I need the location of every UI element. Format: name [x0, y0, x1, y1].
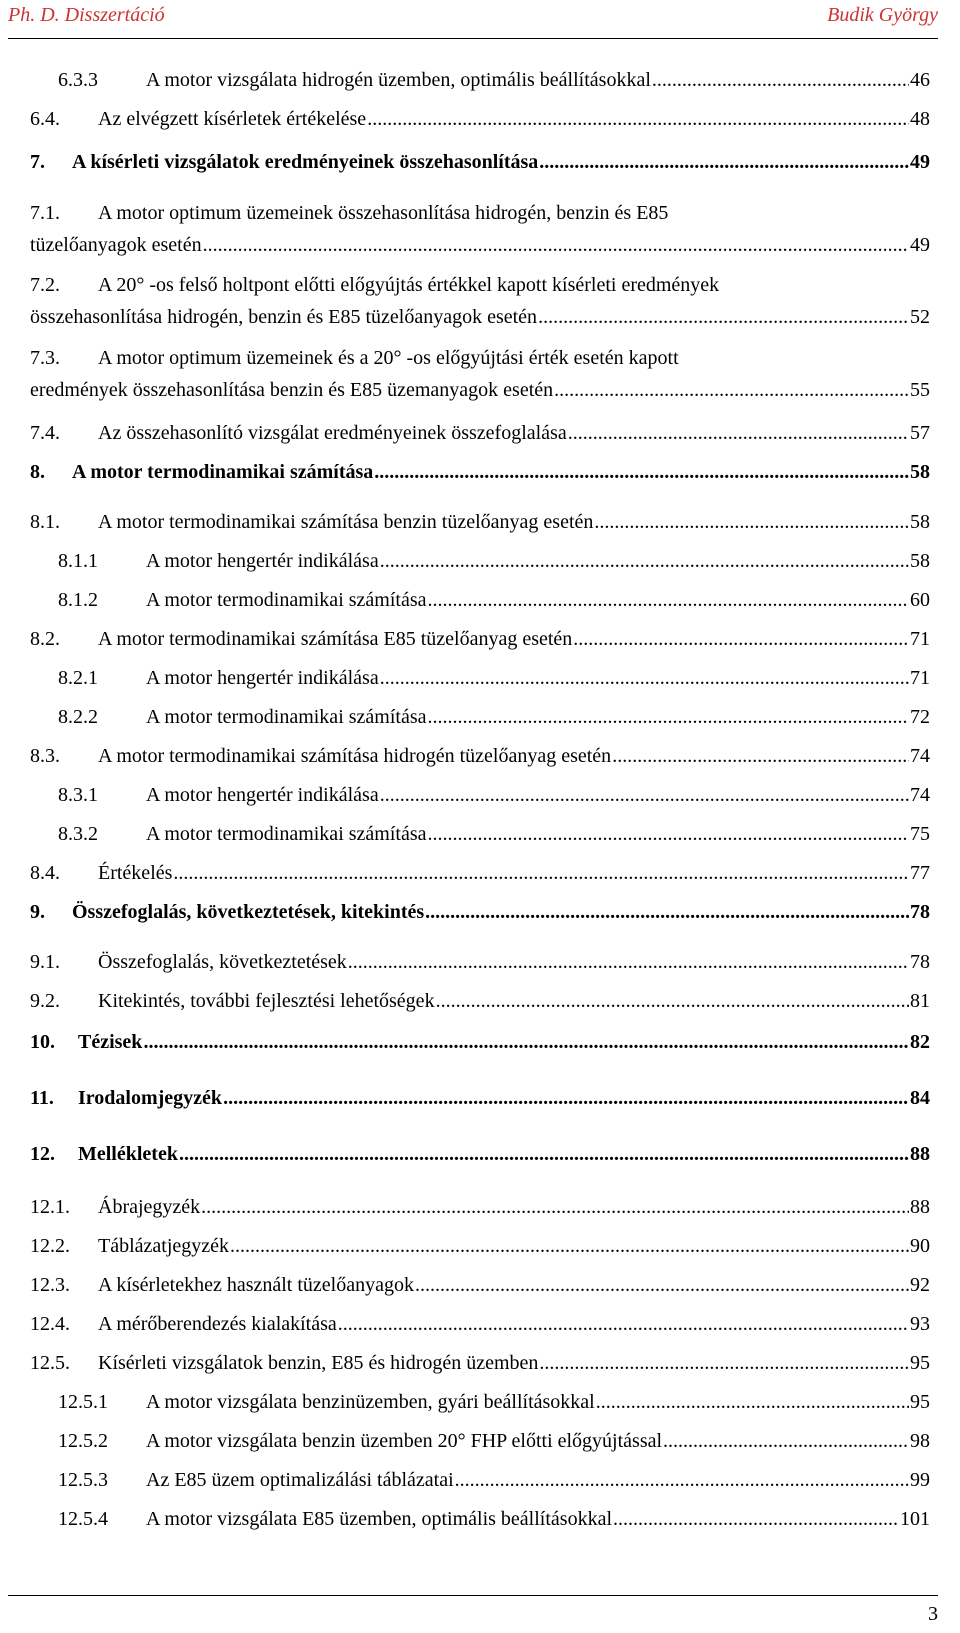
toc-number: 8.3.2 — [58, 823, 98, 845]
toc-entry-8-1[interactable] — [30, 508, 930, 536]
toc-number: 9. — [30, 901, 45, 923]
toc-title: A motor termodinamikai számítása — [146, 706, 427, 728]
toc-title-line2: összehasonlítása hidrogén, benzin és E85 tüzelőanyagok esetén — [30, 306, 538, 328]
toc-leader — [539, 148, 909, 176]
toc-leader — [374, 458, 909, 486]
toc-leader — [380, 781, 909, 809]
toc-page: 58 — [910, 550, 930, 572]
toc-leader — [380, 547, 909, 575]
toc-page: 88 — [910, 1196, 930, 1218]
toc-page: 78 — [910, 951, 930, 973]
toc-page: 60 — [910, 589, 930, 611]
toc-page: 101 — [900, 1508, 930, 1530]
toc-page: 58 — [910, 461, 930, 483]
toc-page: 72 — [910, 706, 930, 728]
toc-page: 95 — [910, 1391, 930, 1413]
header-author: Budik György — [827, 4, 938, 26]
toc-page: 98 — [910, 1430, 930, 1452]
toc-leader — [612, 742, 909, 770]
toc-entry-9-2[interactable] — [30, 987, 930, 1015]
toc-number: 8.1.1 — [58, 550, 98, 572]
toc-number: 10. — [30, 1031, 55, 1053]
toc-title: A motor termodinamikai számítása — [146, 823, 427, 845]
toc-number: 7.2. — [30, 274, 60, 296]
toc-entry-12[interactable] — [30, 1140, 930, 1168]
toc-leader — [230, 1232, 909, 1260]
toc-number: 6.4. — [30, 108, 60, 130]
toc-page: 71 — [910, 628, 930, 650]
toc-entry-12-1[interactable] — [30, 1193, 930, 1221]
toc-title: A motor vizsgálata hidrogén üzemben, optimális beállításokkal — [146, 69, 651, 91]
toc-number: 8.2. — [30, 628, 60, 650]
toc-leader — [428, 586, 910, 614]
toc-entry-8-2[interactable] — [30, 625, 930, 653]
toc-page: 55 — [910, 379, 930, 401]
toc-title-line1: A 20° -os felső holtpont előtti előgyújtás értékkel kapott kísérleti eredmények — [98, 274, 720, 296]
toc-entry-12-5[interactable] — [30, 1349, 930, 1377]
toc-page: 82 — [910, 1031, 930, 1053]
toc-page: 81 — [910, 990, 930, 1012]
toc-entry-8-3-2[interactable] — [30, 820, 930, 848]
toc-entry-8-3-1[interactable] — [30, 781, 930, 809]
toc-title: Összefoglalás, következtetések, kitekintés — [72, 901, 425, 923]
toc-title: A motor hengertér indikálása — [146, 667, 379, 689]
toc-page: 95 — [910, 1352, 930, 1374]
toc-title: A motor hengertér indikálása — [146, 784, 379, 806]
toc-entry-12-4[interactable] — [30, 1310, 930, 1338]
toc-page: 75 — [910, 823, 930, 845]
toc-title: A motor termodinamikai számítása — [146, 589, 427, 611]
toc-title: A motor hengertér indikálása — [146, 550, 379, 572]
toc-leader — [436, 987, 909, 1015]
toc-title: Az összehasonlító vizsgálat eredményeinek összefoglalása — [98, 422, 567, 444]
toc-number: 9.1. — [30, 951, 60, 973]
toc-title: A motor vizsgálata benzin üzemben 20° FHP előtti előgyújtással — [146, 1430, 663, 1452]
toc-title: Ábrajegyzék — [98, 1196, 201, 1218]
toc-title: Kitekintés, további fejlesztési lehetőségek — [98, 990, 435, 1012]
toc-title: A motor termodinamikai számítása — [72, 461, 374, 483]
toc-number: 7.4. — [30, 422, 60, 444]
toc-title: Táblázatjegyzék — [98, 1235, 230, 1257]
toc-entry-8-1-2[interactable] — [30, 586, 930, 614]
toc-entry-7-2[interactable] — [30, 271, 930, 331]
toc-title: Összefoglalás, következtetések — [98, 951, 347, 973]
toc-number: 8.2.2 — [58, 706, 98, 728]
toc-page: 92 — [910, 1274, 930, 1296]
toc-leader — [539, 1349, 909, 1377]
toc-entry-9[interactable] — [30, 898, 930, 926]
toc-title: A motor vizsgálata benzinüzemben, gyári beállításokkal — [146, 1391, 595, 1413]
toc-leader — [338, 1310, 909, 1338]
toc-page: 49 — [910, 151, 930, 173]
toc-number: 7. — [30, 151, 45, 173]
toc-number: 8.3. — [30, 745, 60, 767]
toc-number: 12.3. — [30, 1274, 70, 1296]
toc-page: 74 — [910, 745, 930, 767]
toc-leader — [538, 303, 909, 331]
toc-title-line2: tüzelőanyagok esetén — [30, 234, 202, 256]
toc-leader — [425, 898, 909, 926]
toc-leader — [367, 105, 909, 133]
toc-page: 74 — [910, 784, 930, 806]
toc-number: 8.1.2 — [58, 589, 98, 611]
toc-number: 7.1. — [30, 202, 60, 224]
toc-number: 12.5.2 — [58, 1430, 108, 1452]
toc-page: 78 — [910, 901, 930, 923]
toc-entry-11[interactable] — [30, 1084, 930, 1112]
toc-number: 8.3.1 — [58, 784, 98, 806]
toc-entry-6-4[interactable] — [30, 105, 930, 133]
toc-entry-9-1[interactable] — [30, 948, 930, 976]
toc-leader — [554, 376, 909, 404]
toc-entry-8-2-1[interactable] — [30, 664, 930, 692]
toc-number: 12.4. — [30, 1313, 70, 1335]
toc-entry-8-1-1[interactable] — [30, 547, 930, 575]
toc-number: 8. — [30, 461, 45, 483]
toc-page: 58 — [910, 511, 930, 533]
toc-entry-8-2-2[interactable] — [30, 703, 930, 731]
toc-number: 7.3. — [30, 347, 60, 369]
toc-entry-7-3[interactable] — [30, 344, 930, 404]
toc-entry-12-5-4[interactable] — [30, 1505, 930, 1533]
toc-entry-12-3[interactable] — [30, 1271, 930, 1299]
toc-entry-12-5-2[interactable] — [30, 1427, 930, 1455]
toc-number: 12.5.1 — [58, 1391, 108, 1413]
toc-entry-8[interactable] — [30, 458, 930, 486]
toc-leader — [179, 1140, 909, 1168]
toc-page: 71 — [910, 667, 930, 689]
toc-title: Irodalomjegyzék — [78, 1087, 223, 1109]
toc-entry-12-2[interactable] — [30, 1232, 930, 1260]
toc-entry-10[interactable] — [30, 1028, 930, 1056]
toc-page: 88 — [910, 1143, 930, 1165]
toc-leader — [380, 664, 909, 692]
toc-title: Az E85 üzem optimalizálási táblázatai — [146, 1469, 454, 1491]
toc-leader — [201, 1193, 909, 1221]
toc-leader — [143, 1028, 909, 1056]
header-thesis-label: Ph. D. Disszertáció — [8, 4, 165, 26]
toc-title: A mérőberendezés kialakítása — [98, 1313, 337, 1335]
toc-leader — [594, 508, 909, 536]
toc-leader — [428, 703, 910, 731]
toc-title: Tézisek — [78, 1031, 143, 1053]
toc-title: A motor termodinamikai számítása hidrogén tüzelőanyag esetén — [98, 745, 612, 767]
toc-title: Kísérleti vizsgálatok benzin, E85 és hidrogén üzemben — [98, 1352, 539, 1374]
toc-title-line1: A motor optimum üzemeinek összehasonlítása hidrogén, benzin és E85 — [98, 202, 669, 224]
toc-number: 8.2.1 — [58, 667, 98, 689]
toc-page: 48 — [910, 108, 930, 130]
toc-title-line2: eredmények összehasonlítása benzin és E85 üzemanyagok esetén — [30, 379, 554, 401]
toc-title: A kísérletekhez használt tüzelőanyagok — [98, 1274, 414, 1296]
toc-entry-8-4[interactable] — [30, 859, 930, 887]
toc-page: 77 — [910, 862, 930, 884]
toc-leader — [173, 859, 909, 887]
toc-page: 93 — [910, 1313, 930, 1335]
toc-number: 6.3.3 — [58, 69, 98, 91]
toc-title: A motor termodinamikai számítása E85 tüzelőanyag esetén — [98, 628, 573, 650]
toc-leader — [596, 1388, 909, 1416]
toc-leader — [455, 1466, 909, 1494]
toc-number: 12.2. — [30, 1235, 70, 1257]
toc-leader — [348, 948, 909, 976]
toc-number: 12.5.3 — [58, 1469, 108, 1491]
page-header — [8, 0, 938, 39]
toc-number: 12.1. — [30, 1196, 70, 1218]
toc-title: Az elvégzett kísérletek értékelése — [98, 108, 367, 130]
toc-entry-7-1[interactable] — [30, 199, 930, 259]
toc-page: 49 — [910, 234, 930, 256]
toc-leader — [613, 1505, 899, 1533]
toc-number: 11. — [30, 1087, 54, 1109]
toc-page: 84 — [910, 1087, 930, 1109]
toc-number: 8.1. — [30, 511, 60, 533]
toc-number: 8.4. — [30, 862, 60, 884]
toc-entry-7-4[interactable] — [30, 419, 930, 447]
toc-page: 52 — [910, 306, 930, 328]
toc-leader — [428, 820, 910, 848]
toc-title: Értékelés — [98, 862, 173, 884]
toc-entry-6-3-3[interactable] — [30, 66, 930, 94]
toc-title: Mellékletek — [78, 1143, 178, 1165]
toc-leader — [663, 1427, 909, 1455]
toc-leader — [223, 1084, 909, 1112]
page-footer — [8, 1595, 938, 1625]
toc-page: 90 — [910, 1235, 930, 1257]
toc-entry-8-3[interactable] — [30, 742, 930, 770]
toc-entry-12-5-1[interactable] — [30, 1388, 930, 1416]
page-number: 3 — [928, 1603, 938, 1625]
toc-leader — [415, 1271, 909, 1299]
toc-entry-12-5-3[interactable] — [30, 1466, 930, 1494]
toc-entry-7[interactable] — [30, 148, 930, 176]
toc-leader — [573, 625, 909, 653]
toc-title: A motor vizsgálata E85 üzemben, optimális beállításokkal — [146, 1508, 612, 1530]
toc-leader — [568, 419, 909, 447]
toc-number: 12.5. — [30, 1352, 70, 1374]
toc-page: 46 — [910, 69, 930, 91]
toc-leader — [203, 231, 909, 259]
toc-number: 12.5.4 — [58, 1508, 108, 1530]
toc-number: 12. — [30, 1143, 55, 1165]
toc-title: A kísérleti vizsgálatok eredményeinek összehasonlítása — [72, 151, 539, 173]
toc-page: 99 — [910, 1469, 930, 1491]
toc-page: 57 — [910, 422, 930, 444]
toc-number: 9.2. — [30, 990, 60, 1012]
toc-title-line1: A motor optimum üzemeinek és a 20° -os előgyújtási érték esetén kapott — [98, 347, 679, 369]
toc-leader — [652, 66, 909, 94]
toc-title: A motor termodinamikai számítása benzin tüzelőanyag esetén — [98, 511, 594, 533]
